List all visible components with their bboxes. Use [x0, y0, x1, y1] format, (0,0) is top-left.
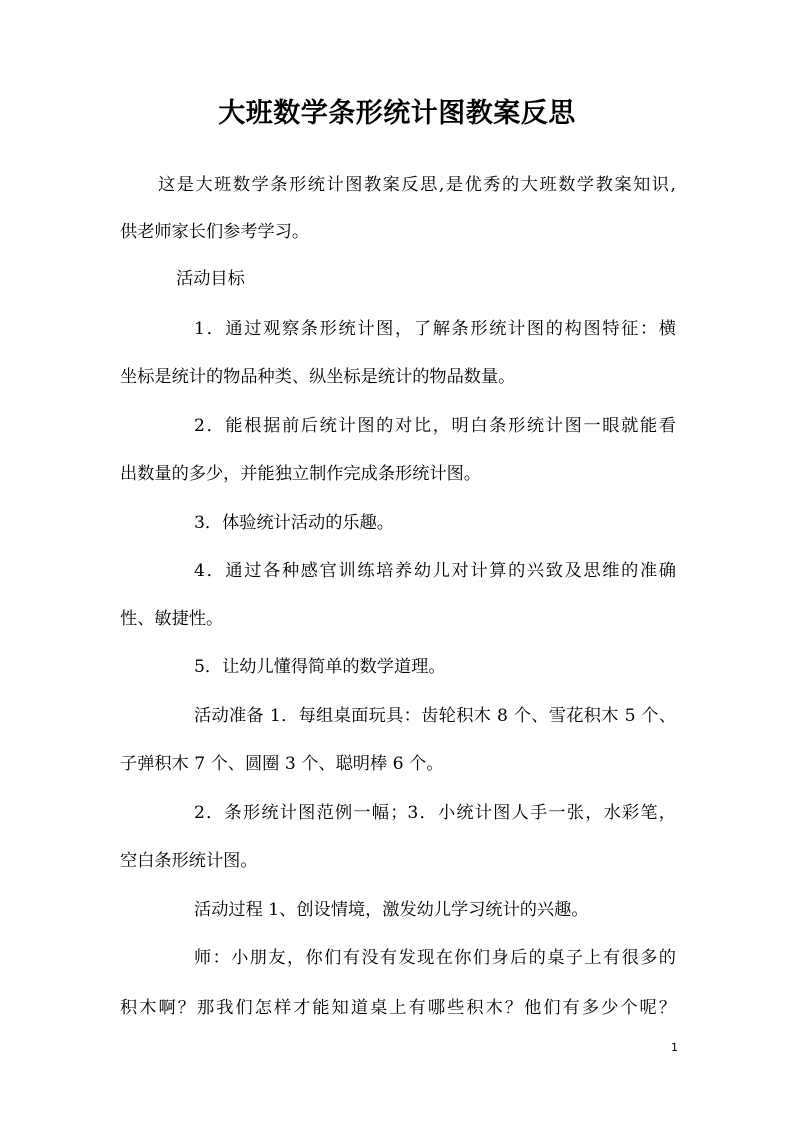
- paragraph-line: 空白条形统计图。: [120, 851, 258, 871]
- paragraph-line: 这是大班数学条形统计图教案反思,是优秀的大班数学教案知识,: [158, 175, 676, 195]
- paragraph-line: 3．体验统计活动的乐趣。: [194, 513, 394, 533]
- paragraph-line: 积木啊？那我们怎样才能知道桌上有哪些积木？他们有多少个呢？: [120, 998, 676, 1018]
- paragraph-line: 师：小朋友，你们有没有发现在你们身后的桌子上有很多的: [194, 948, 676, 968]
- paragraph-line: 性、敏捷性。: [120, 609, 224, 629]
- paragraph-line: 活动过程 1、创设情境，激发幼儿学习统计的兴趣。: [194, 900, 589, 920]
- page-number: 1: [671, 1041, 678, 1054]
- paragraph-line: 供老师家长们参考学习。: [120, 222, 310, 242]
- paragraph-line: 5．让幼儿懂得简单的数学道理。: [194, 657, 446, 677]
- paragraph-line: 活动准备 1．每组桌面玩具：齿轮积木 8 个、雪花积木 5 个、: [194, 706, 676, 726]
- document-title: 大班数学条形统计图教案反思: [218, 98, 576, 129]
- paragraph-line: 4．通过各种感官训练培养幼儿对计算的兴致及思维的准确: [194, 561, 676, 581]
- paragraph-line: 2．条形统计图范例一幅；3．小统计图人手一张，水彩笔，: [194, 803, 676, 823]
- paragraph-line: 坐标是统计的物品种类、纵坐标是统计的物品数量。: [120, 367, 516, 387]
- paragraph-line: 2．能根据前后统计图的对比，明白条形统计图一眼就能看: [194, 416, 676, 436]
- section-heading: 活动目标: [176, 269, 245, 289]
- paragraph-line: 1．通过观察条形统计图，了解条形统计图的构图特征：横: [194, 319, 676, 339]
- paragraph-line: 子弹积木 7 个、圆圈 3 个、聪明棒 6 个。: [120, 754, 444, 774]
- paragraph-line: 出数量的多少，并能独立制作完成条形统计图。: [120, 464, 481, 484]
